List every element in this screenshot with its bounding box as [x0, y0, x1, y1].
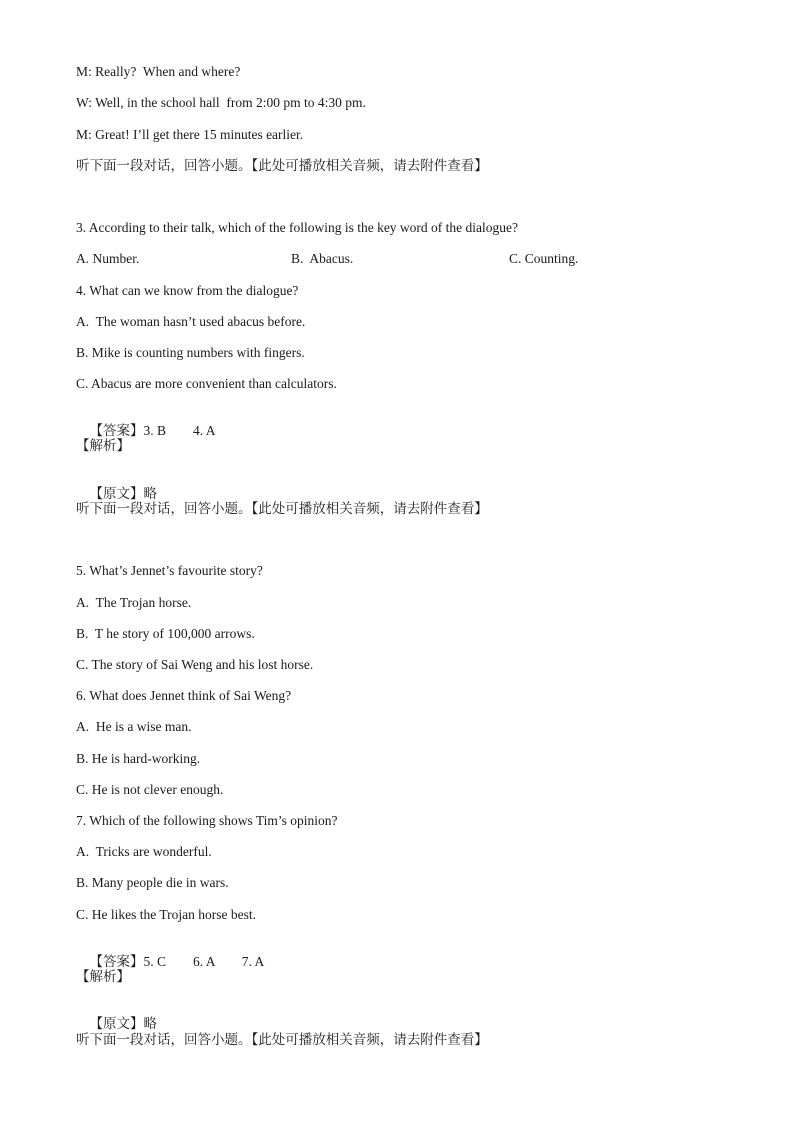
question-6: 6. What does Jennet think of Sai Weng? — [76, 688, 292, 703]
answer-tag: 【答案】 — [89, 423, 144, 439]
question-3-option-b: B. Abacus. — [291, 251, 354, 266]
original-text-value: 略 — [143, 486, 157, 502]
answer-values: 3. B 4. A — [143, 423, 216, 438]
question-5: 5. What’s Jennet’s favourite story? — [76, 563, 263, 578]
answer-tag: 【答案】 — [89, 954, 144, 970]
question-7-option-c: C. He likes the Trojan horse best. — [76, 907, 256, 922]
question-3-option-c: C. Counting. — [509, 251, 579, 266]
question-4-option-c: C. Abacus are more convenient than calculators. — [76, 376, 337, 391]
question-3: 3. According to their talk, which of the following is the key word of the dialogue? — [76, 220, 519, 235]
question-4-option-b: B. Mike is counting numbers with fingers. — [76, 345, 305, 360]
question-4-option-a: A. The woman hasn’t used abacus before. — [76, 314, 306, 329]
explanation-tag: 【解析】 — [76, 969, 130, 985]
question-5-option-c: C. The story of Sai Weng and his lost horse. — [76, 657, 314, 672]
dialogue-line-w-well: W: Well, in the school hall from 2:00 pm to 4:30 pm. — [76, 95, 366, 110]
original-text-value: 略 — [143, 1016, 157, 1032]
dialogue-line-m-great: M: Great! I’ll get there 15 minutes earlier. — [76, 127, 304, 142]
original-text-tag: 【原文】 — [89, 1016, 144, 1032]
question-3-option-a: A. Number. — [76, 251, 140, 266]
question-5-option-a: A. The Trojan horse. — [76, 595, 192, 610]
question-4: 4. What can we know from the dialogue? — [76, 283, 299, 298]
listening-instruction-2: 听下面一段对话，回答小题。【此处可播放相关音频，请去附件查看】 — [76, 501, 488, 517]
question-7: 7. Which of the following shows Tim’s opinion? — [76, 813, 338, 828]
question-6-option-c: C. He is not clever enough. — [76, 782, 224, 797]
question-7-option-b: B. Many people die in wars. — [76, 875, 229, 890]
dialogue-line-m-really: M: Really? When and where? — [76, 64, 241, 79]
question-5-option-b: B. T he story of 100,000 arrows. — [76, 626, 255, 641]
listening-instruction-1: 听下面一段对话，回答小题。【此处可播放相关音频，请去附件查看】 — [76, 158, 488, 174]
question-7-option-a: A. Tricks are wonderful. — [76, 844, 212, 859]
answer-values: 5. C 6. A 7. A — [143, 954, 265, 969]
listening-instruction-3: 听下面一段对话，回答小题。【此处可播放相关音频，请去附件查看】 — [76, 1032, 488, 1048]
explanation-tag: 【解析】 — [76, 438, 130, 454]
original-text-tag: 【原文】 — [89, 486, 144, 502]
question-6-option-b: B. He is hard-working. — [76, 751, 201, 766]
question-6-option-a: A. He is a wise man. — [76, 719, 192, 734]
